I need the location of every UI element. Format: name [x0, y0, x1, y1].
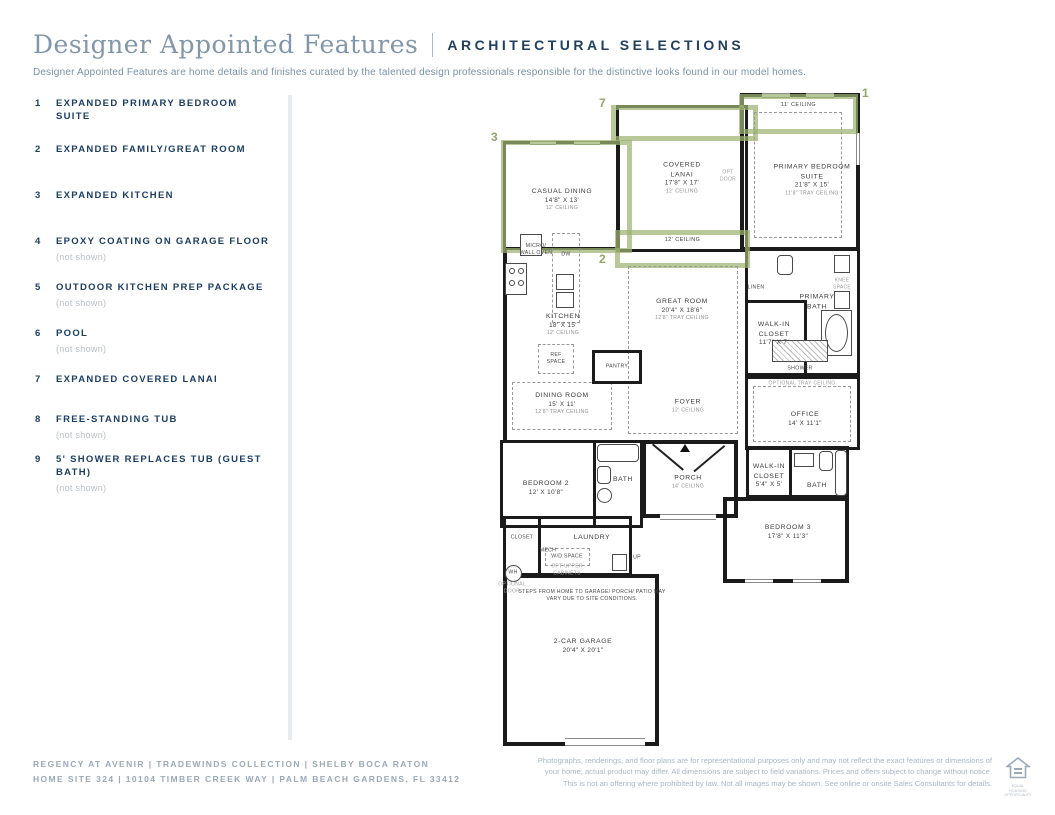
office-label: OFFICE 14' X 11'1" — [788, 410, 822, 427]
title-row — [33, 30, 806, 59]
feature-label: EXPANDED PRIMARY BEDROOM SUITE — [56, 98, 238, 122]
burner-icon — [518, 268, 524, 274]
ref-space-label: REF SPACE — [546, 351, 566, 365]
equal-housing-text: EQUAL HOUSING OPPORTUNITY — [1004, 784, 1032, 798]
ceiling-strip-primary: 11' CEILING — [780, 102, 817, 108]
bedroom2-label: BEDROOM 2 12' X 10'8" — [522, 479, 570, 496]
footer-line2: HOME SITE 324 | 10104 TIMBER CREEK WAY | PALM BEACH GARDENS, FL 33412 — [33, 774, 461, 785]
primary-bath-label: PRIMARY BATH — [799, 293, 835, 310]
vertical-divider — [288, 95, 292, 740]
feature-note: (not shown) — [56, 429, 107, 440]
porch-label: PORCH 14' CEILING — [671, 474, 705, 490]
kitchen-label: KITCHEN 18' X 15' 12' CEILING — [545, 313, 581, 337]
feature-item — [35, 236, 275, 262]
linen-label: LINEN — [747, 284, 765, 291]
toilet-icon — [819, 451, 833, 471]
porch-opening — [660, 514, 716, 520]
great-room-label: GREAT ROOM 20'4" X 18'6" 12'8" TRAY CEILING — [655, 298, 709, 322]
equal-housing-logo — [1003, 757, 1033, 798]
window — [856, 133, 860, 165]
garage-door — [565, 738, 645, 746]
feature-item — [35, 414, 275, 440]
footer-disclaimer: Photographs, renderings, and floor plans are for representational purposes only and may not reflect the exact features or dimensions of your home; actual product may differ. All dimensions are subject to field variations. Prices and offers subject to change without notice. This is not an offering where prohibited by law. Not all images may be shown. See online or onsite Sales Consultants for details. — [537, 756, 992, 788]
tub-icon — [597, 444, 639, 462]
bath2-label: BATH — [612, 476, 634, 484]
wd-space-label: W/D SPACE — [551, 553, 583, 560]
feature-number: 1 — [35, 98, 41, 109]
feature-number: 5 — [35, 282, 41, 293]
footer-line1: REGENCY AT AVENIR | TRADEWINDS COLLECTION | SHELBY BOCA RATON — [33, 759, 430, 769]
feature-note: (not shown) — [56, 482, 107, 493]
up-label: UP — [633, 554, 641, 561]
walkin2-label: WALK-IN CLOSET 5'4" X 5' — [752, 463, 786, 489]
feature-number: 9 — [35, 454, 41, 465]
feature-label: EXPANDED FAMILY/GREAT ROOM — [56, 144, 246, 155]
walkin-primary-label: WALK-IN CLOSET 11'7" X 7' — [757, 321, 791, 347]
marker-1: 1 — [862, 86, 869, 100]
floor-plan — [490, 88, 870, 750]
knee-space-label: KNEE SPACE — [832, 277, 852, 290]
dining-room-label: DINING ROOM 15' X 11' 12'8" TRAY CEILING — [535, 392, 589, 416]
pantry-label: PANTRY — [605, 363, 629, 370]
sink-icon — [834, 255, 850, 273]
covered-lanai-label: COVERED LANAI 17'8" X 17' 12' CEILING — [663, 161, 701, 195]
feature-number: 2 — [35, 144, 41, 155]
feature-note: (not shown) — [56, 251, 107, 262]
mech-label: MECH — [539, 547, 557, 554]
opt-upper-cabinets-label: OPT UPPER CABINETS — [551, 563, 583, 576]
ceiling-strip-greatroom: 12' CEILING — [664, 237, 701, 243]
burner-icon — [518, 280, 524, 286]
burner-icon — [509, 280, 515, 286]
feature-note: (not shown) — [56, 297, 107, 308]
bath3-label: BATH — [806, 482, 828, 490]
feature-label: FREE-STANDING TUB — [56, 414, 178, 425]
marker-3: 3 — [491, 130, 498, 144]
opt-door-label: OPT DOOR — [719, 169, 737, 182]
feature-label: OUTDOOR KITCHEN PREP PACKAGE — [56, 282, 264, 293]
section-title: ARCHITECTURAL SELECTIONS — [447, 36, 745, 53]
casual-dining-label: CASUAL DINING 14'8" X 13' 12' CEILING — [531, 188, 593, 212]
page-description: Designer Appointed Features are home details and finishes curated by the talented design professionals responsible for the distinctive looks found in our model homes. — [33, 67, 807, 78]
garage-label: 2-CAR GARAGE 20'4" X 20'1" — [553, 637, 613, 654]
page-title: Designer Appointed Features — [33, 30, 419, 59]
bedroom3-label: BEDROOM 3 17'8" X 11'3" — [764, 523, 812, 540]
footer-community-info — [33, 757, 460, 788]
feature-label: 5' SHOWER REPLACES TUB (GUEST BATH) — [56, 454, 262, 478]
feature-number: 4 — [35, 236, 41, 247]
sink-icon — [794, 453, 814, 467]
toilet-icon — [777, 255, 793, 275]
closet-label: CLOSET — [510, 534, 534, 541]
feature-item — [35, 282, 275, 308]
feature-number: 7 — [35, 374, 41, 385]
feature-label: EXPANDED KITCHEN — [56, 190, 174, 201]
sink-icon — [597, 488, 612, 503]
equal-housing-icon — [1006, 757, 1030, 779]
feature-item — [35, 328, 275, 354]
feature-number: 3 — [35, 190, 41, 201]
laundry-label: LAUNDRY — [573, 534, 611, 542]
feature-item — [35, 190, 275, 203]
feature-item — [35, 144, 275, 157]
burner-icon — [509, 268, 515, 274]
oven-icon — [556, 292, 574, 308]
window — [745, 579, 773, 583]
feature-item — [35, 98, 275, 124]
feature-item — [35, 454, 275, 493]
cooktop-icon — [505, 263, 527, 295]
dishwasher-label: DW — [561, 251, 571, 258]
shower-label: SHOWER — [787, 365, 813, 372]
steps-note: STEPS FROM HOME TO GARAGE/ PORCH/ PATIO MAY VARY DUE TO SITE CONDITIONS. — [518, 588, 666, 602]
feature-item — [35, 374, 275, 387]
window — [793, 579, 821, 583]
optional-tray-label: OPTIONAL TRAY CEILING — [768, 380, 836, 387]
optional-door-label: OPTIONAL DOOR — [498, 581, 526, 594]
foyer-label: FOYER 12' CEILING — [671, 398, 705, 414]
feature-number: 6 — [35, 328, 41, 339]
oven-icon — [556, 274, 574, 290]
tub-icon — [835, 450, 847, 496]
feature-label: POOL — [56, 328, 89, 339]
cabinet-icon — [612, 554, 627, 571]
highlight-expanded-lanai — [611, 105, 758, 141]
header — [33, 30, 806, 78]
feature-number: 8 — [35, 414, 41, 425]
title-divider — [432, 33, 433, 57]
entry-arrow-icon — [680, 444, 690, 452]
marker-2: 2 — [599, 252, 606, 266]
feature-label: EXPANDED COVERED LANAI — [56, 374, 218, 385]
freestanding-tub-icon — [825, 314, 848, 352]
feature-label: EPOXY COATING ON GARAGE FLOOR — [56, 236, 270, 247]
feature-note: (not shown) — [56, 343, 107, 354]
micro-wall-oven-label: MICRO/ WALL OVEN — [519, 242, 553, 256]
highlight-expanded-greatroom — [615, 230, 750, 268]
marker-7: 7 — [599, 96, 606, 110]
wh-label: WH — [508, 569, 518, 576]
primary-bedroom-label: PRIMARY BEDROOM SUITE 21'8" X 15' 11'8" TRAY CEILING — [773, 163, 851, 197]
